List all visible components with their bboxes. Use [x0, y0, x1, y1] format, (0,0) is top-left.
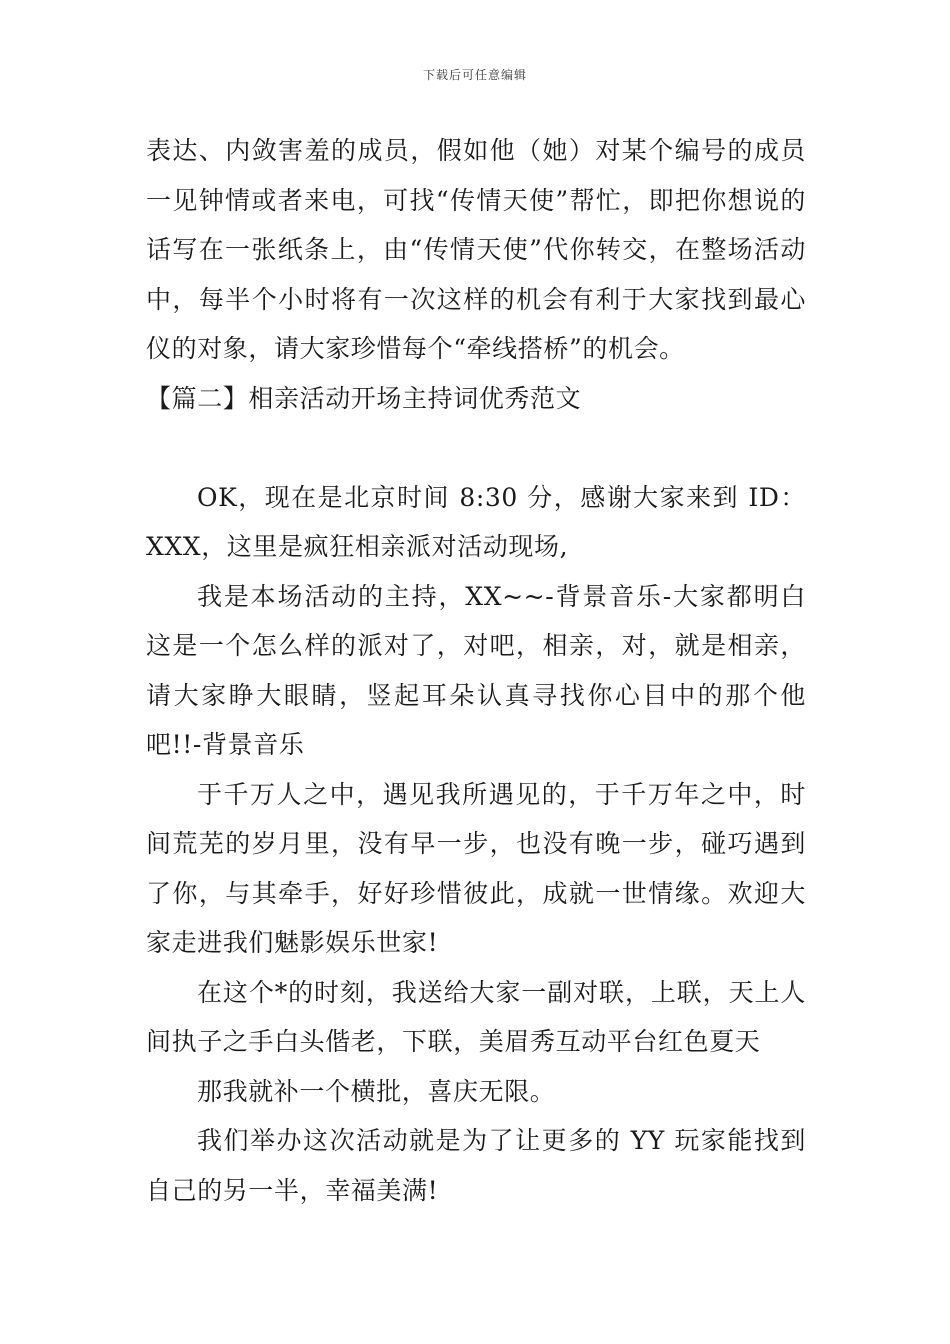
paragraph: 我们举办这次活动就是为了让更多的 YY 玩家能找到自己的另一半，幸福美满! [146, 1126, 806, 1205]
paragraph-continued: 表达、内敛害羞的成员，假如他（她）对某个编号的成员一见钟情或者来电，可找“传情天使”帮忙，即把你想说的话写在一张纸条上，由“传情天使”代你转交，在整场活动中，每半个小时将有一次这样的机会有利于大家找到最心仪的对象，请大家珍惜每个“牵线搭桥”的机会。 [146, 136, 806, 363]
document-body [146, 126, 806, 1215]
blank-line [146, 423, 806, 473]
paragraph: 在这个*的时刻，我送给大家一副对联，上联，天上人间执子之手白头偕老，下联，美眉秀互动平台红色夏天 [146, 977, 806, 1056]
page-header-note: 下载后可任意编辑 [422, 68, 527, 82]
section-heading: 【篇二】相亲活动开场主持词优秀范文 [146, 383, 582, 413]
paragraph: OK，现在是北京时间 8:30 分，感谢大家来到 ID：XXX，这里是疯狂相亲派对活动现场, [146, 482, 806, 561]
paragraph: 我是本场活动的主持，XX~~-背景音乐-大家都明白这是一个怎么样的派对了，对吧，相亲，对，就是相亲，请大家睁大眼睛，竖起耳朵认真寻找你心目中的那个他吧!!-背景音乐 [146, 581, 806, 759]
paragraph: 于千万人之中，遇见我所遇见的，于千万年之中，时间荒芜的岁月里，没有早一步，也没有晚一步，碰巧遇到了你，与其牵手，好好珍惜彼此，成就一世情缘。欢迎大家走进我们魅影娱乐世家! [146, 779, 806, 957]
paragraph: 那我就补一个横批，喜庆无限。 [197, 1076, 556, 1106]
